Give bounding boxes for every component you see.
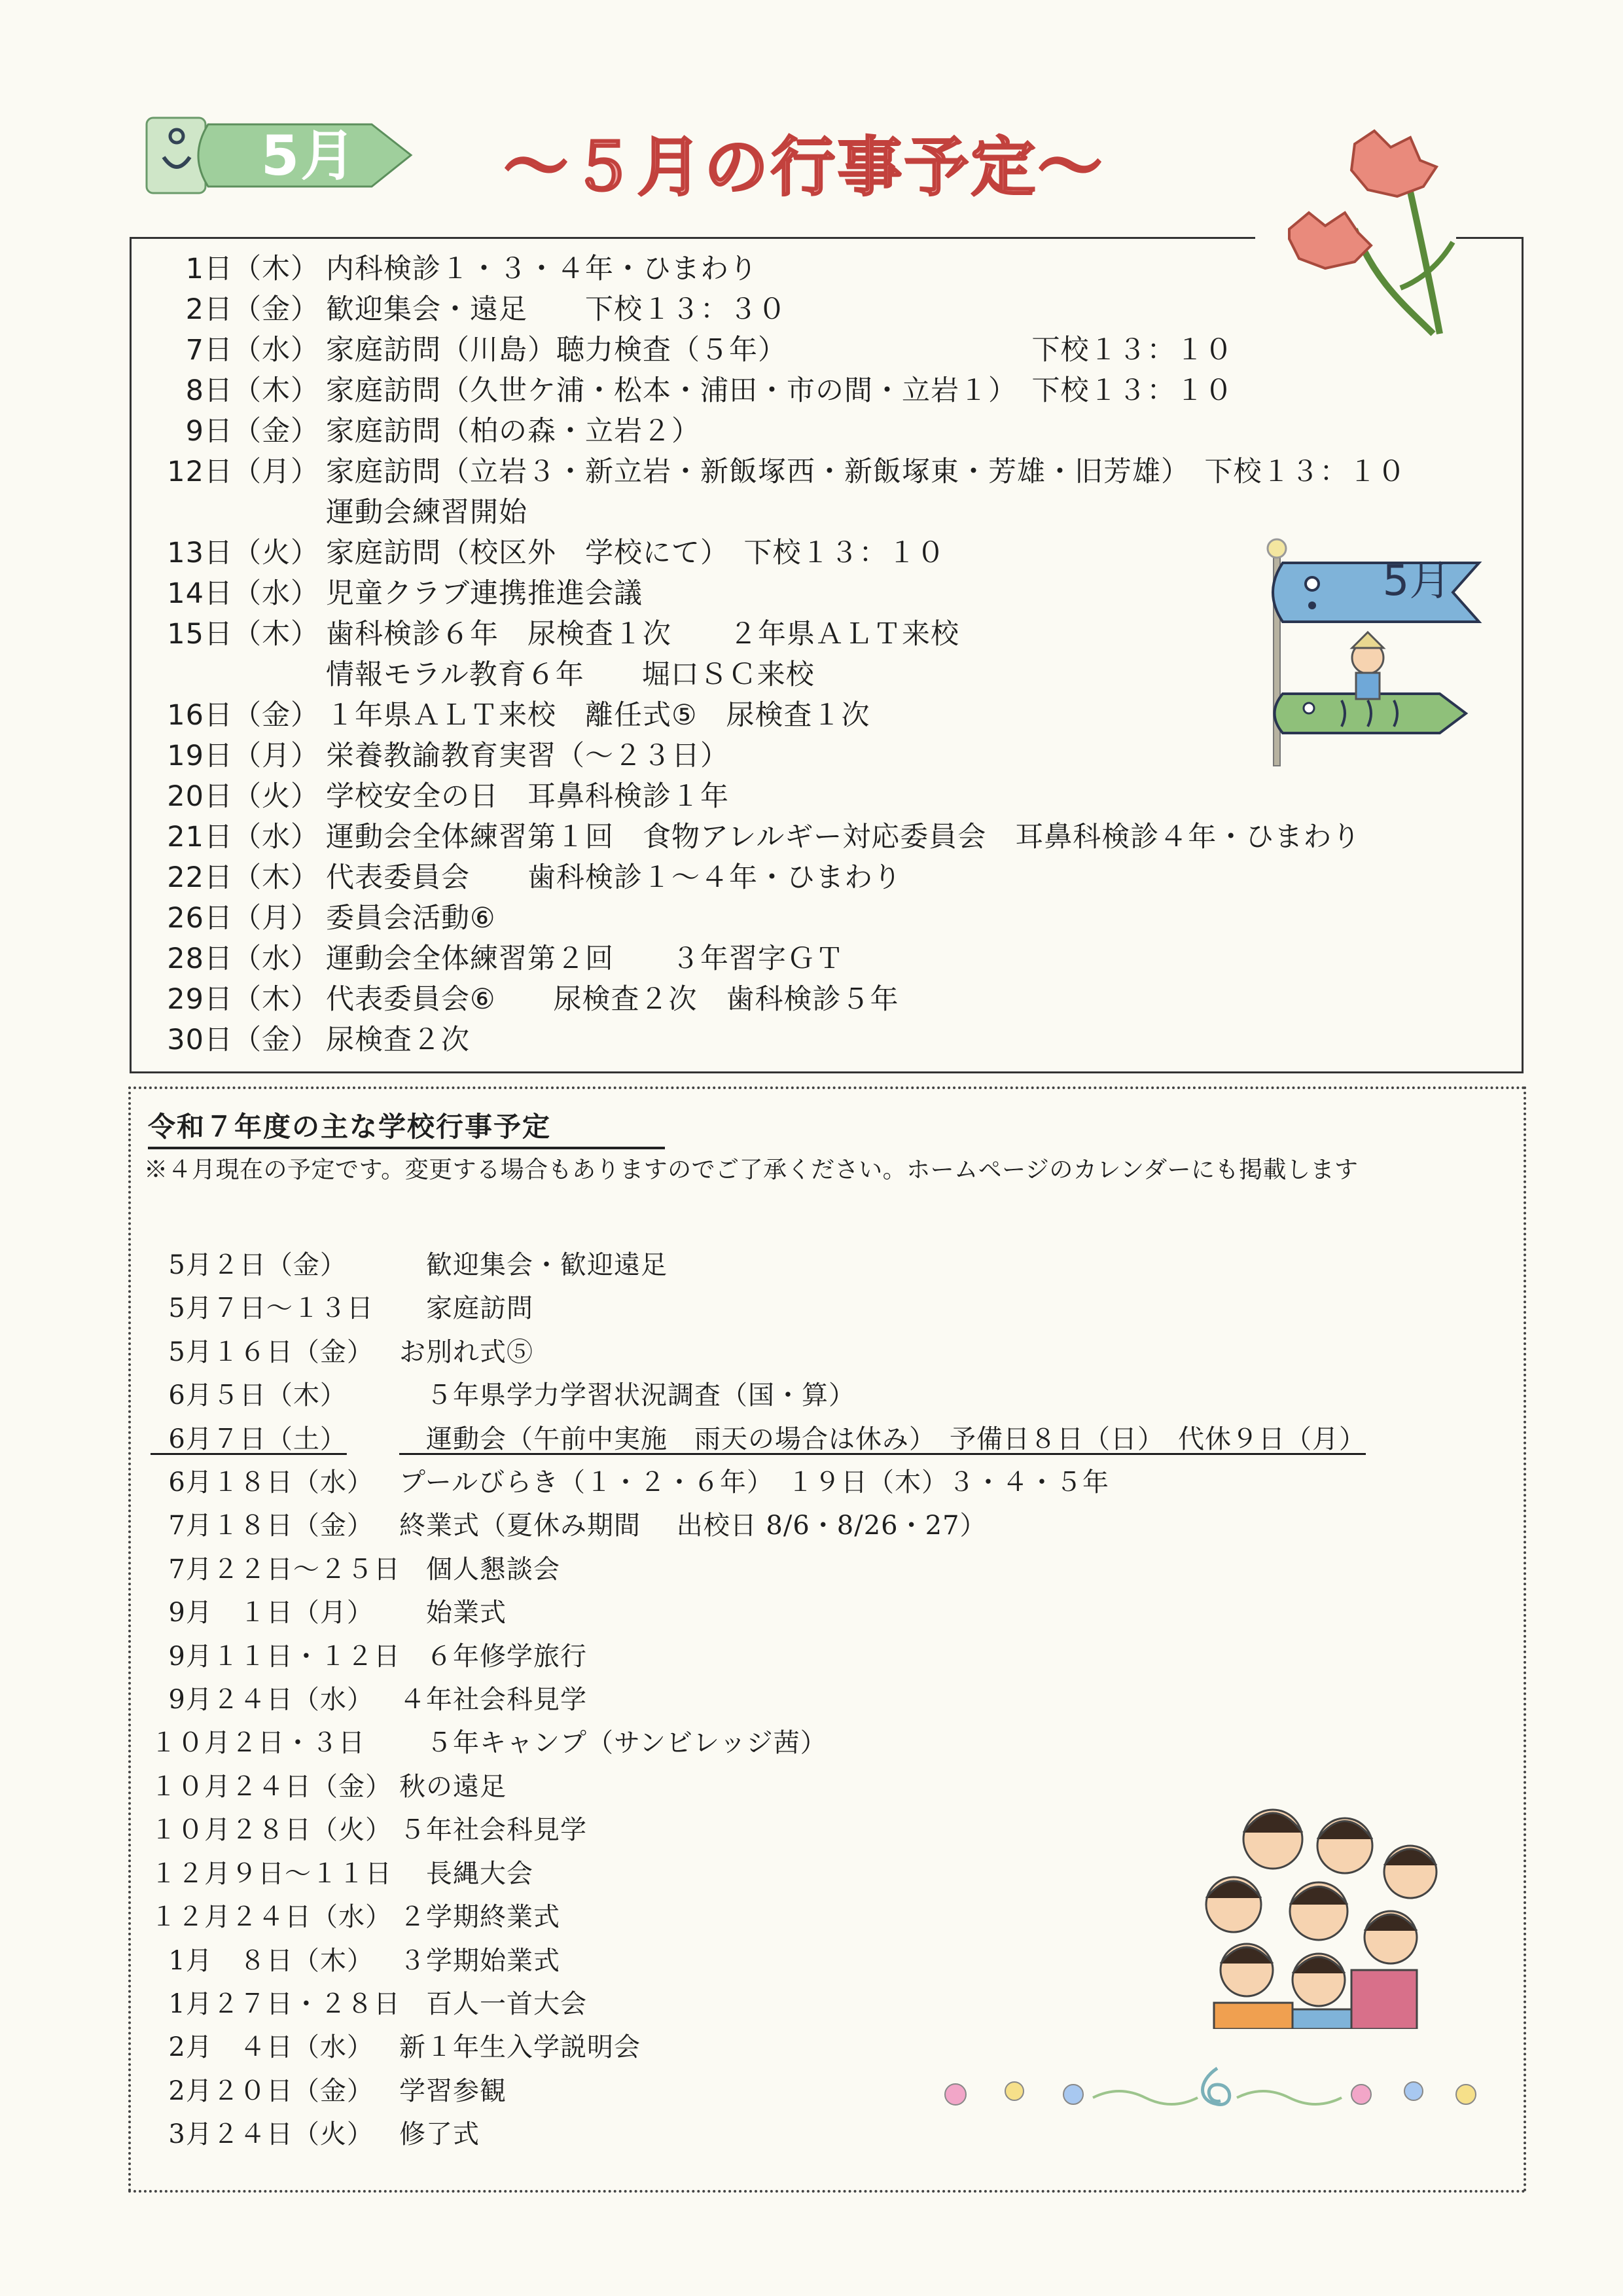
list-item: 7日（水） 家庭訪問（川島）聴力検査（５年） 下校１３：１０ xyxy=(185,334,1234,367)
list-item: １２月２４日（水） ２学期終業式 xyxy=(151,1902,560,1933)
list-item: 3月２４日（火） 修了式 xyxy=(151,2119,480,2150)
list-item: 6月１８日（水） プールびらき（１・２・６年） １９日（木）３・４・５年 xyxy=(151,1467,1109,1498)
list-item: 9月２４日（水） ４年社会科見学 xyxy=(151,1685,587,1715)
list-item: 2日（金） 歓迎集会・遠足 下校１３：３０ xyxy=(185,293,787,326)
list-item: 2月２０日（金） 学習参観 xyxy=(151,2075,507,2106)
may-box-border xyxy=(1456,237,1524,239)
list-item: 1月２７日・２８日 百人一首大会 xyxy=(151,1988,587,2019)
list-item: 30日（金） 尿検査２次 xyxy=(167,1024,470,1056)
list-item: 13日（火） 家庭訪問（校区外 学校にて） 下校１３：１０ xyxy=(167,537,946,569)
list-item: 9月 １日（月） 始業式 xyxy=(151,1598,507,1628)
children-illustration xyxy=(1175,1793,1469,2029)
list-item: １２月９日～１１日 長縄大会 xyxy=(151,1858,533,1889)
list-item: 7月１８日（金） 終業式（夏休み期間 出校日 8/6・8/26・27） xyxy=(151,1511,987,1541)
list-item: １０月２８日（火） ５年社会科見学 xyxy=(151,1815,587,1846)
list-item: 15日（木） 歯科検診６年 尿検査１次 ２年県ＡＬＴ来校 xyxy=(167,618,959,651)
list-item: 8日（木） 家庭訪問（久世ケ浦・松本・浦田・市の間・立岩１） 下校１３：１０ xyxy=(185,374,1234,407)
list-item: 6月５日（木） ５年県学力学習状況調査（国・算） xyxy=(151,1380,855,1411)
list-item: 9月１１日・１２日 ６年修学旅行 xyxy=(151,1641,587,1672)
list-item: 21日（水） 運動会全体練習第１回 食物アレルギー対応委員会 耳鼻科検診４年・ひまわり xyxy=(167,821,1361,853)
list-item: 28日（水） 運動会全体練習第２回 ３年習字ＧＴ xyxy=(167,942,844,975)
list-item: 22日（木） 代表委員会 歯科検診１～４年・ひまわり xyxy=(167,861,902,894)
list-item: 7月２２日～２５日 個人懇談会 xyxy=(151,1554,560,1585)
list-item: 2月 ４日（水） 新１年生入学説明会 xyxy=(151,2032,641,2063)
may-schedule-list xyxy=(151,249,1406,1060)
annual-schedule-title: 令和７年度の主な学校行事予定 xyxy=(148,1107,665,1149)
list-item: 運動会練習開始 xyxy=(326,496,527,529)
month-badge-label: 5月 xyxy=(260,124,357,188)
list-item: 5月１６日（金） お別れ式⑤ xyxy=(151,1336,533,1367)
list-item: 20日（火） 学校安全の日 耳鼻科検診１年 xyxy=(167,780,729,813)
annual-schedule-note: ※４月現在の予定です。変更する場合もありますのでご了承ください。ホームページのカレンダーにも掲載します xyxy=(144,1157,1359,1183)
list-item: １０月２日・３日 ５年キャンプ（サンビレッジ茜） xyxy=(151,1728,827,1759)
list-item: 29日（木） 代表委員会⑥ 尿検査２次 歯科検診５年 xyxy=(167,983,899,1016)
list-item: 12日（月） 家庭訪問（立岩３・新立岩・新飯塚西・新飯塚東・芳雄・旧芳雄） 下校１３：１０ xyxy=(167,456,1406,488)
list-item: 5月２日（金） 歓迎集会・歓迎遠足 xyxy=(151,1250,668,1280)
flower-decoration xyxy=(929,2062,1492,2121)
list-item: 6月７日（土） 運動会（午前中実施 雨天の場合は休み） 予備日８日（日） 代休９日（月） xyxy=(151,1424,1366,1454)
list-item: 14日（水） 児童クラブ連携推進会議 xyxy=(167,577,643,610)
list-item: 5月７日～１３日 家庭訪問 xyxy=(151,1293,533,1324)
list-item: 19日（月） 栄養教諭教育実習（～２３日） xyxy=(167,740,729,772)
list-item: 16日（金） １年県ＡＬＴ来校 離任式⑤ 尿検査１次 xyxy=(167,699,870,732)
list-item: 9日（金） 家庭訪問（柏の森・立岩２） xyxy=(185,415,700,448)
list-item: 1日（木） 内科検診１・３・４年・ひまわり xyxy=(185,253,758,285)
list-item: 26日（月） 委員会活動⑥ xyxy=(167,902,496,935)
may-box-border xyxy=(130,237,1255,239)
list-item: 1月 ８日（木） ３学期始業式 xyxy=(151,1945,560,1976)
list-item: 情報モラル教育６年 堀口ＳＣ来校 xyxy=(326,658,815,691)
page-title: ～５月の行事予定～ xyxy=(504,130,1105,205)
koinobori-label: 5月 xyxy=(1382,557,1452,605)
list-item: １０月２４日（金） 秋の遠足 xyxy=(151,1771,507,1802)
